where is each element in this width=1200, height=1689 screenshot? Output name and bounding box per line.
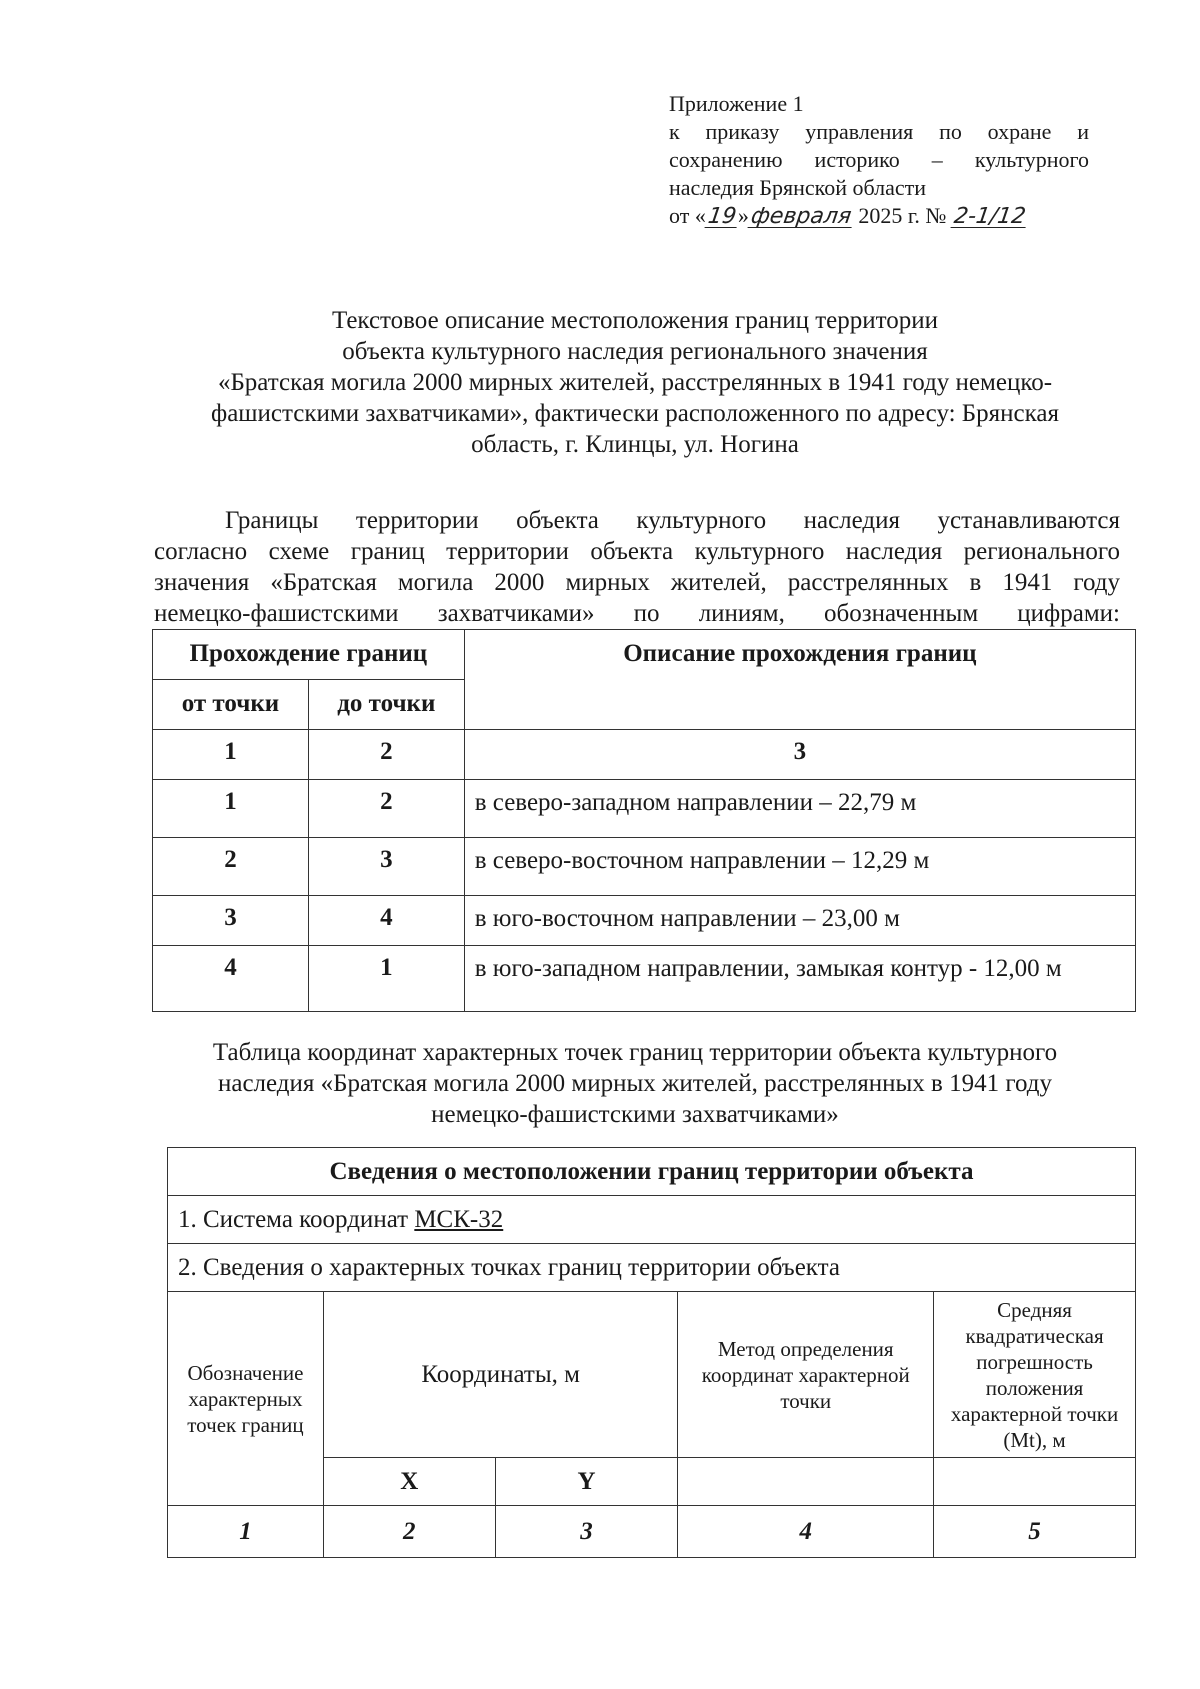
from-point: 2: [153, 838, 309, 896]
header-error: Средняя квадратическая погрешность положения характерной точки (Mt), м: [934, 1292, 1136, 1458]
intro-paragraph: [154, 505, 1120, 629]
boundary-description: в юго-западном направлении, замыкая контур - 12,00 м: [464, 946, 1135, 1012]
from-point: 3: [153, 896, 309, 946]
caption-line-2: наследия «Братская могила 2000 мирных жителей, расстрелянных в 1941 году: [217, 1070, 1052, 1097]
para-line-4: немецко-фашистскими захватчиками» по линиям, обозначенным цифрами:: [154, 600, 1120, 627]
appendix-block: [669, 90, 1089, 230]
header-designation: Обозначение характерных точек границ: [168, 1292, 324, 1506]
appendix-line-1: Приложение 1: [669, 91, 804, 116]
header-method: Метод определения координат характерной точки: [678, 1292, 934, 1458]
caption-line-3: немецко-фашистскими захватчиками»: [431, 1101, 839, 1128]
title-line-2: объекта культурного наследия регионального значения: [342, 338, 928, 365]
handwritten-day: 19: [706, 204, 738, 229]
col-number: 5: [934, 1506, 1136, 1558]
to-point: 4: [308, 896, 464, 946]
para-line-2: согласно схеме границ территории объекта культурного наследия регионального: [154, 538, 1120, 565]
coords-table-title: Сведения о местоположении границ территории объекта: [168, 1148, 1136, 1196]
points-info-row: 2. Сведения о характерных точках границ территории объекта: [168, 1244, 1136, 1292]
to-point: 3: [308, 838, 464, 896]
col-number: 4: [678, 1506, 934, 1558]
appendix-line-2: к приказу управления по охране и: [669, 119, 1089, 144]
header-to-point: до точки: [308, 680, 464, 730]
appendix-line-4: наследия Брянской области: [669, 175, 927, 200]
coords-table-caption: [150, 1037, 1120, 1130]
date-year: 2025 г. №: [858, 203, 947, 228]
table-row: [153, 838, 1136, 896]
coordinates-table: [167, 1147, 1136, 1558]
table-row: [153, 780, 1136, 838]
col-number: 3: [495, 1506, 678, 1558]
date-mid: »: [737, 203, 749, 228]
to-point: 1: [308, 946, 464, 1012]
header-from-point: от точки: [153, 680, 309, 730]
caption-line-1: Таблица координат характерных точек границ территории объекта культурного: [212, 1039, 1058, 1066]
header-coordinates: Координаты, м: [323, 1292, 677, 1458]
para-line-3: значения «Братская могила 2000 мирных жителей, расстрелянных в 1941 году: [154, 569, 1120, 596]
title-line-1: Текстовое описание местоположения границ территории: [332, 307, 938, 334]
header-y: Y: [495, 1458, 678, 1506]
para-line-1: Границы территории объекта культурного наследия устанавливаются: [225, 507, 1120, 534]
empty-cell: [678, 1458, 934, 1506]
header-x: X: [323, 1458, 495, 1506]
coordinate-system-row: [168, 1196, 1136, 1244]
col-number: 2: [308, 730, 464, 780]
boundary-table: [152, 629, 1136, 1012]
handwritten-month: февраля: [749, 204, 853, 229]
boundary-description: в юго-восточном направлении – 23,00 м: [464, 896, 1135, 946]
empty-cell: [934, 1458, 1136, 1506]
header-description: Описание прохождения границ: [464, 630, 1135, 730]
col-number: 3: [464, 730, 1135, 780]
from-point: 1: [153, 780, 309, 838]
col-number: 2: [323, 1506, 495, 1558]
col-number: 1: [153, 730, 309, 780]
title-line-4: фашистскими захватчиками», фактически расположенного по адресу: Брянская: [211, 400, 1059, 427]
to-point: 2: [308, 780, 464, 838]
title-line-3: «Братская могила 2000 мирных жителей, расстрелянных в 1941 году немецко-: [217, 369, 1053, 396]
title-line-5: область, г. Клинцы, ул. Ногина: [471, 431, 799, 458]
boundary-description: в северо-западном направлении – 22,79 м: [464, 780, 1135, 838]
coordinate-system-label: 1. Система координат: [178, 1205, 415, 1233]
appendix-date-line: [669, 202, 1089, 230]
handwritten-order-number: 2-1/12: [952, 204, 1028, 229]
table-row: [153, 896, 1136, 946]
coordinate-system-value: МСК-32: [414, 1205, 504, 1233]
document-title: [150, 305, 1120, 460]
date-prefix: от «: [669, 203, 706, 228]
from-point: 4: [153, 946, 309, 1012]
header-passage: Прохождение границ: [153, 630, 465, 680]
col-number: 1: [168, 1506, 324, 1558]
table-row: [153, 946, 1136, 1012]
boundary-description: в северо-восточном направлении – 12,29 м: [464, 838, 1135, 896]
appendix-line-3: сохранению историко – культурного: [669, 147, 1089, 172]
